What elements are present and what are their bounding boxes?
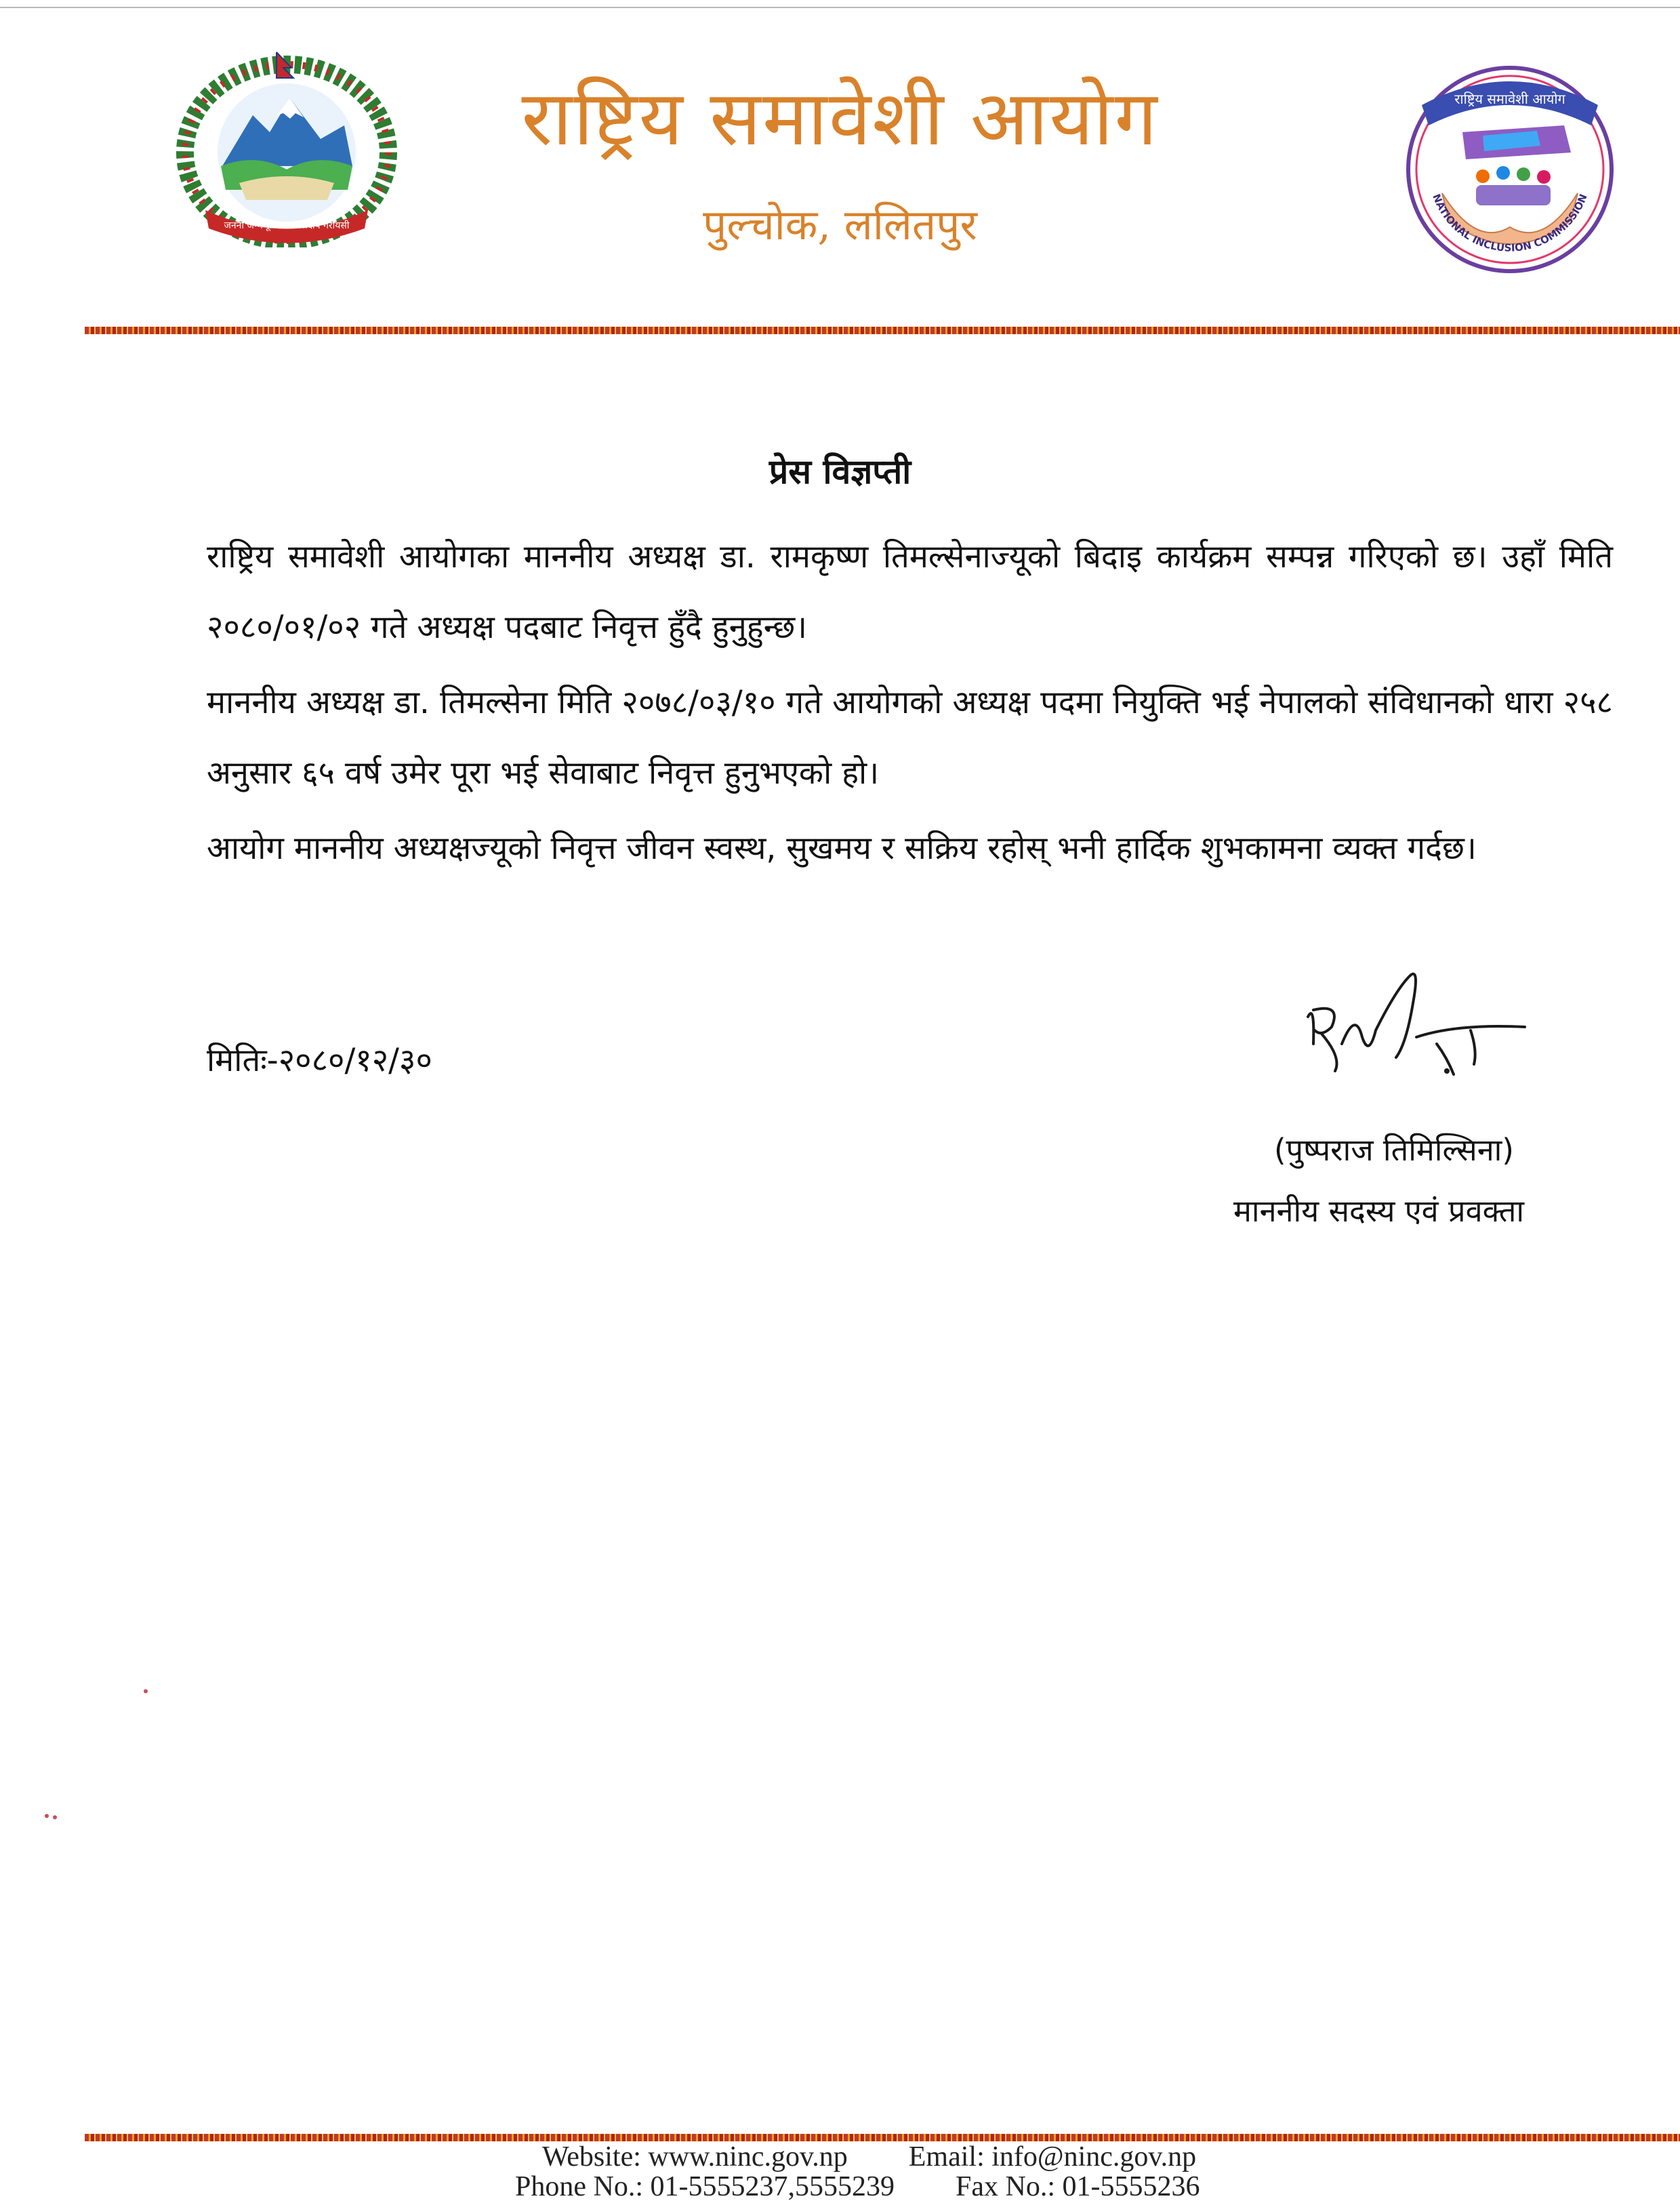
footer-website: Website: www.ninc.gov.np (542, 2141, 848, 2172)
signature-image (1294, 963, 1538, 1098)
footer-phone: Phone No.: 01-5555237,5555239 (515, 2171, 895, 2202)
signatory-name: (पुष्पराज तिमिल्सिना) (1274, 1132, 1514, 1168)
commission-logo-icon (1401, 58, 1618, 281)
scan-speck (45, 1814, 49, 1818)
organization-address: पुल्चोक, ललितपुर (703, 200, 977, 249)
scan-speck (144, 1689, 148, 1693)
scan-speck (53, 1815, 57, 1819)
logo-text-bottom: NATIONAL INCLUSION COMMISSION (1430, 192, 1590, 254)
document-heading: प्रेस विज्ञप्ती (769, 452, 911, 491)
logo-text-top: राष्ट्रिय समावेशी आयोग (1454, 91, 1565, 107)
top-scan-edge (0, 7, 1680, 8)
paragraph-2: माननीय अध्यक्ष डा. तिमल्सेना मिति २०७८/०३/१० गते आयोगको अध्यक्ष पदमा नियुक्ति भई नेपालको संविधानको धारा २५८ अनुसार ६५ वर्ष उमेर पूरा भई सेवाबाट निवृत्त हुनुभएको हो। (207, 684, 1613, 792)
emblem-motto: जननी जन्मभूमिश्च स्वर्गादपि गरीयसी (224, 220, 350, 231)
organization-title: राष्ट्रिय समावेशी आयोग (521, 75, 1159, 163)
header-divider (85, 327, 1680, 334)
footer-email: Email: info@ninc.gov.np (908, 2141, 1197, 2172)
footer-contact-line-1 (542, 2141, 1196, 2173)
paragraph-1: राष्ट्रिय समावेशी आयोगका माननीय अध्यक्ष डा. रामकृष्ण तिमल्सेनाज्यूको बिदाइ कार्यक्रम सम्पन्न गरिएको छ। उहाँ मिति २०८०/०१/०२ गते अध्यक्ष पदबाट निवृत्त हुँदै हुनुहुन्छ। (207, 538, 1613, 646)
signatory-title: माननीय सदस्य एवं प्रवक्ता (1233, 1193, 1525, 1229)
footer-contact-line-2 (515, 2170, 1200, 2203)
footer-fax: Fax No.: 01-5555236 (956, 2171, 1200, 2202)
paragraph-3: आयोग माननीय अध्यक्षज्यूको निवृत्त जीवन स्वस्थ, सुखमय र सक्रिय रहोस् भनी हार्दिक शुभकामना व्यक्त गर्दछ। (207, 830, 1477, 867)
document-date: मितिः-२०८०/१२/३० (207, 1042, 432, 1079)
